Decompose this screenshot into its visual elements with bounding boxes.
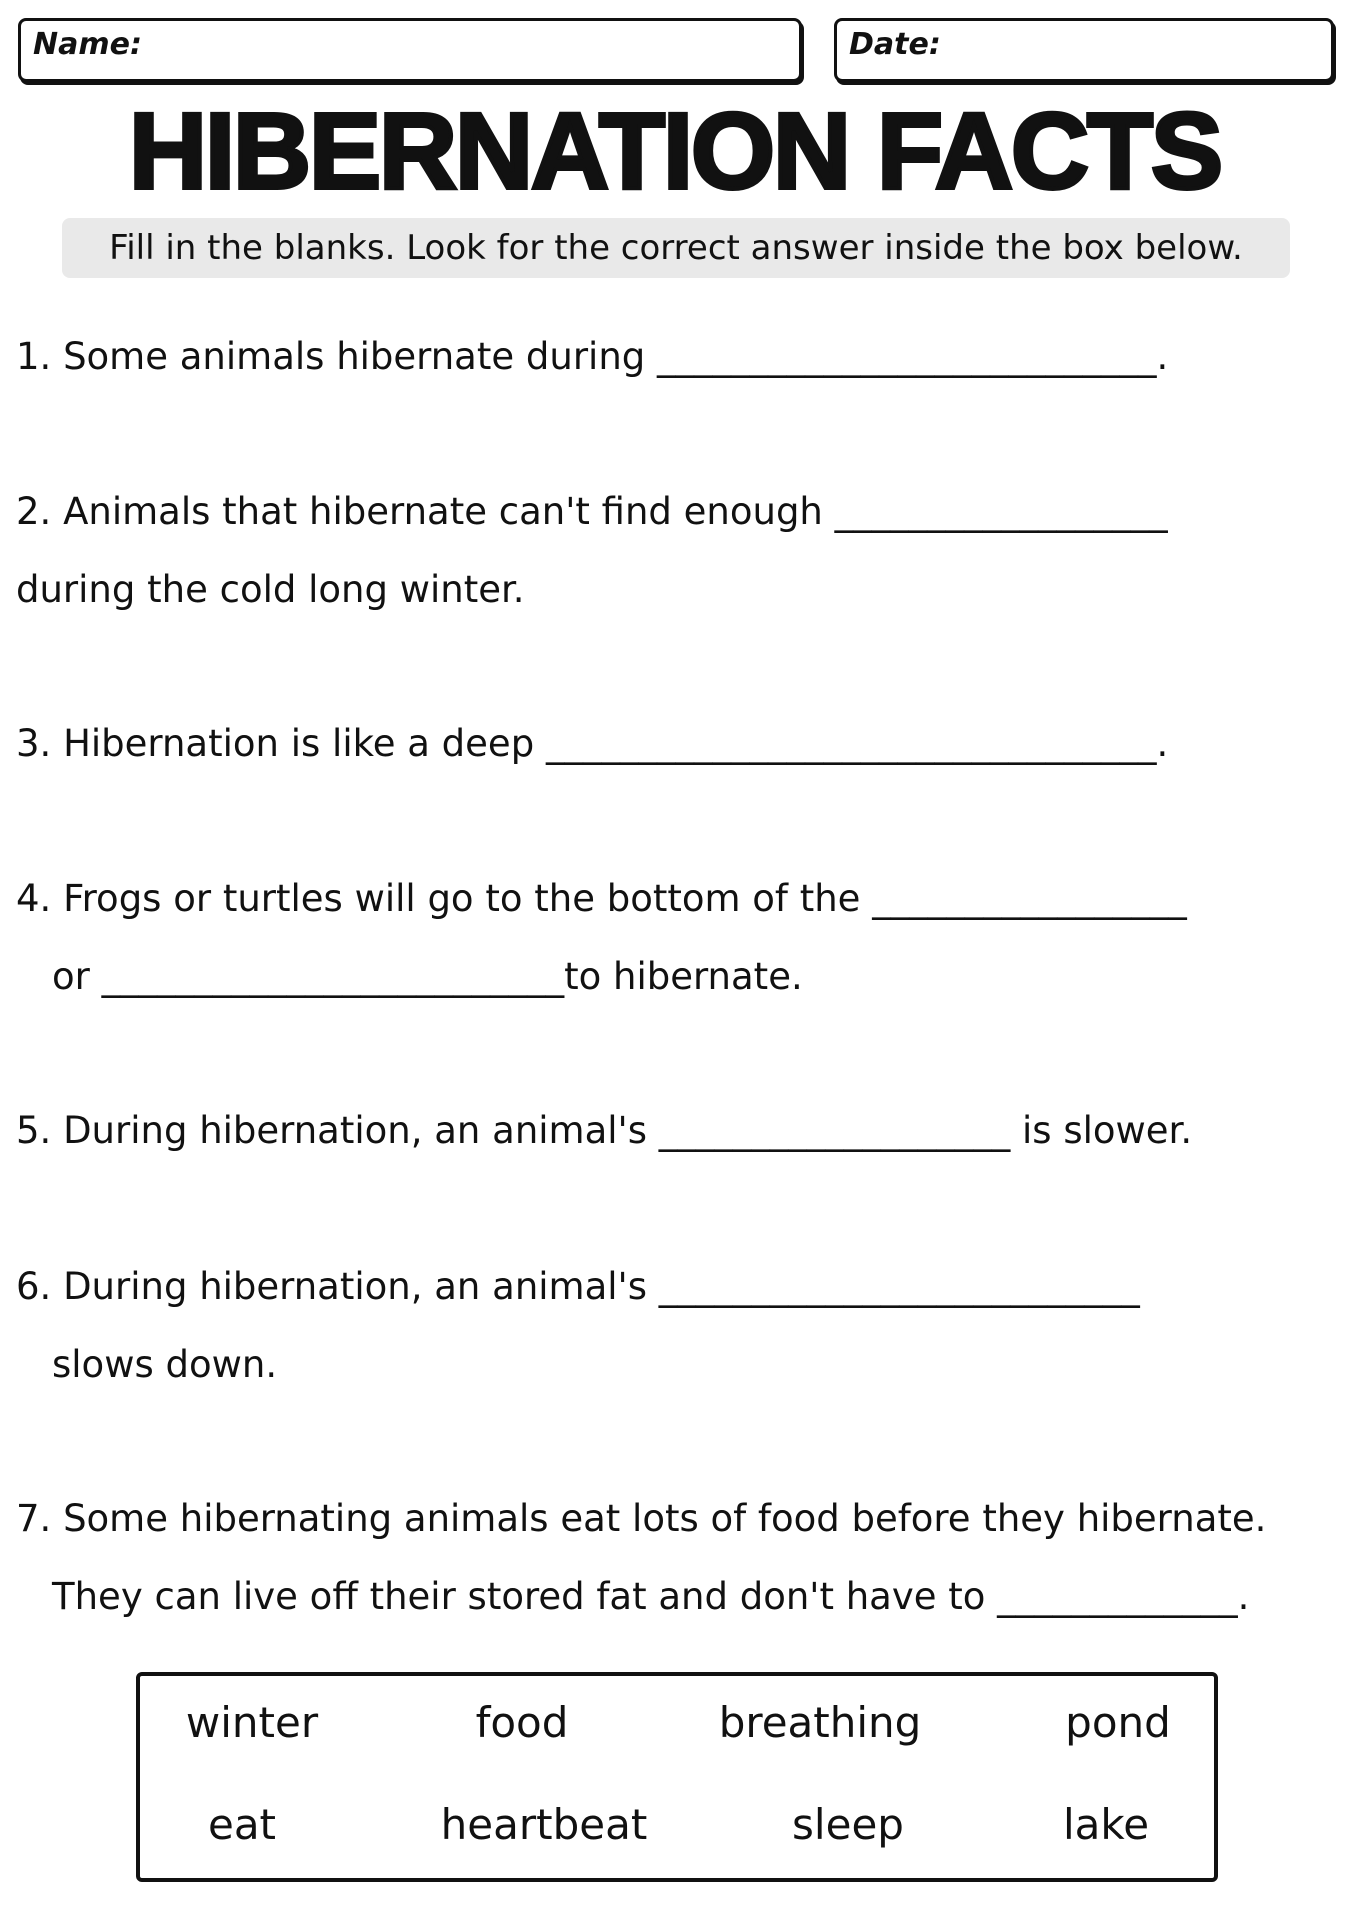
question-6-line-2: slows down. — [52, 1343, 278, 1386]
date-field[interactable] — [834, 18, 1334, 82]
word-bank-word: food — [475, 1698, 569, 1747]
word-bank-word: pond — [1065, 1698, 1171, 1747]
instructions-banner: Fill in the blanks. Look for the correct answer inside the box below. — [62, 218, 1290, 278]
question-1 — [16, 318, 1336, 396]
question-4 — [16, 860, 1336, 1016]
question-4-line-1: 4. Frogs or turtles will go to the bottom of the _________________ — [16, 877, 1187, 920]
date-label: Date: — [849, 27, 941, 62]
question-6 — [16, 1248, 1336, 1404]
word-bank-box — [136, 1672, 1218, 1882]
question-3-line-1: 3. Hibernation is like a deep _________________________________. — [16, 722, 1169, 765]
name-label: Name: — [33, 27, 142, 62]
word-bank-word: breathing — [718, 1698, 922, 1747]
question-5-line-1: 5. During hibernation, an animal's ___________________ is slower. — [16, 1109, 1193, 1152]
question-2-line-1: 2. Animals that hibernate can't find enough __________________ — [16, 490, 1168, 533]
page-title: HIBERNATION FACTS — [129, 90, 1221, 211]
question-3 — [16, 705, 1336, 783]
word-bank-word: lake — [1062, 1800, 1150, 1849]
question-7 — [16, 1480, 1336, 1636]
name-field[interactable] — [18, 18, 802, 82]
word-bank-word: heartbeat — [440, 1800, 648, 1849]
question-5 — [16, 1092, 1336, 1170]
question-1-line-1: 1. Some animals hibernate during ___________________________. — [16, 335, 1169, 378]
word-bank-word: sleep — [792, 1800, 904, 1849]
question-2-line-2: during the cold long winter. — [16, 568, 525, 611]
question-2 — [16, 473, 1336, 629]
question-7-line-1: 7. Some hibernating animals eat lots of food before they hibernate. — [16, 1497, 1267, 1540]
question-7-line-2: They can live off their stored fat and don't have to _____________. — [52, 1575, 1250, 1618]
question-6-line-1: 6. During hibernation, an animal's __________________________ — [16, 1265, 1140, 1308]
word-bank-word: eat — [207, 1800, 277, 1849]
question-4-line-2: or _________________________to hibernate. — [52, 955, 803, 998]
word-bank-word: winter — [185, 1698, 319, 1747]
